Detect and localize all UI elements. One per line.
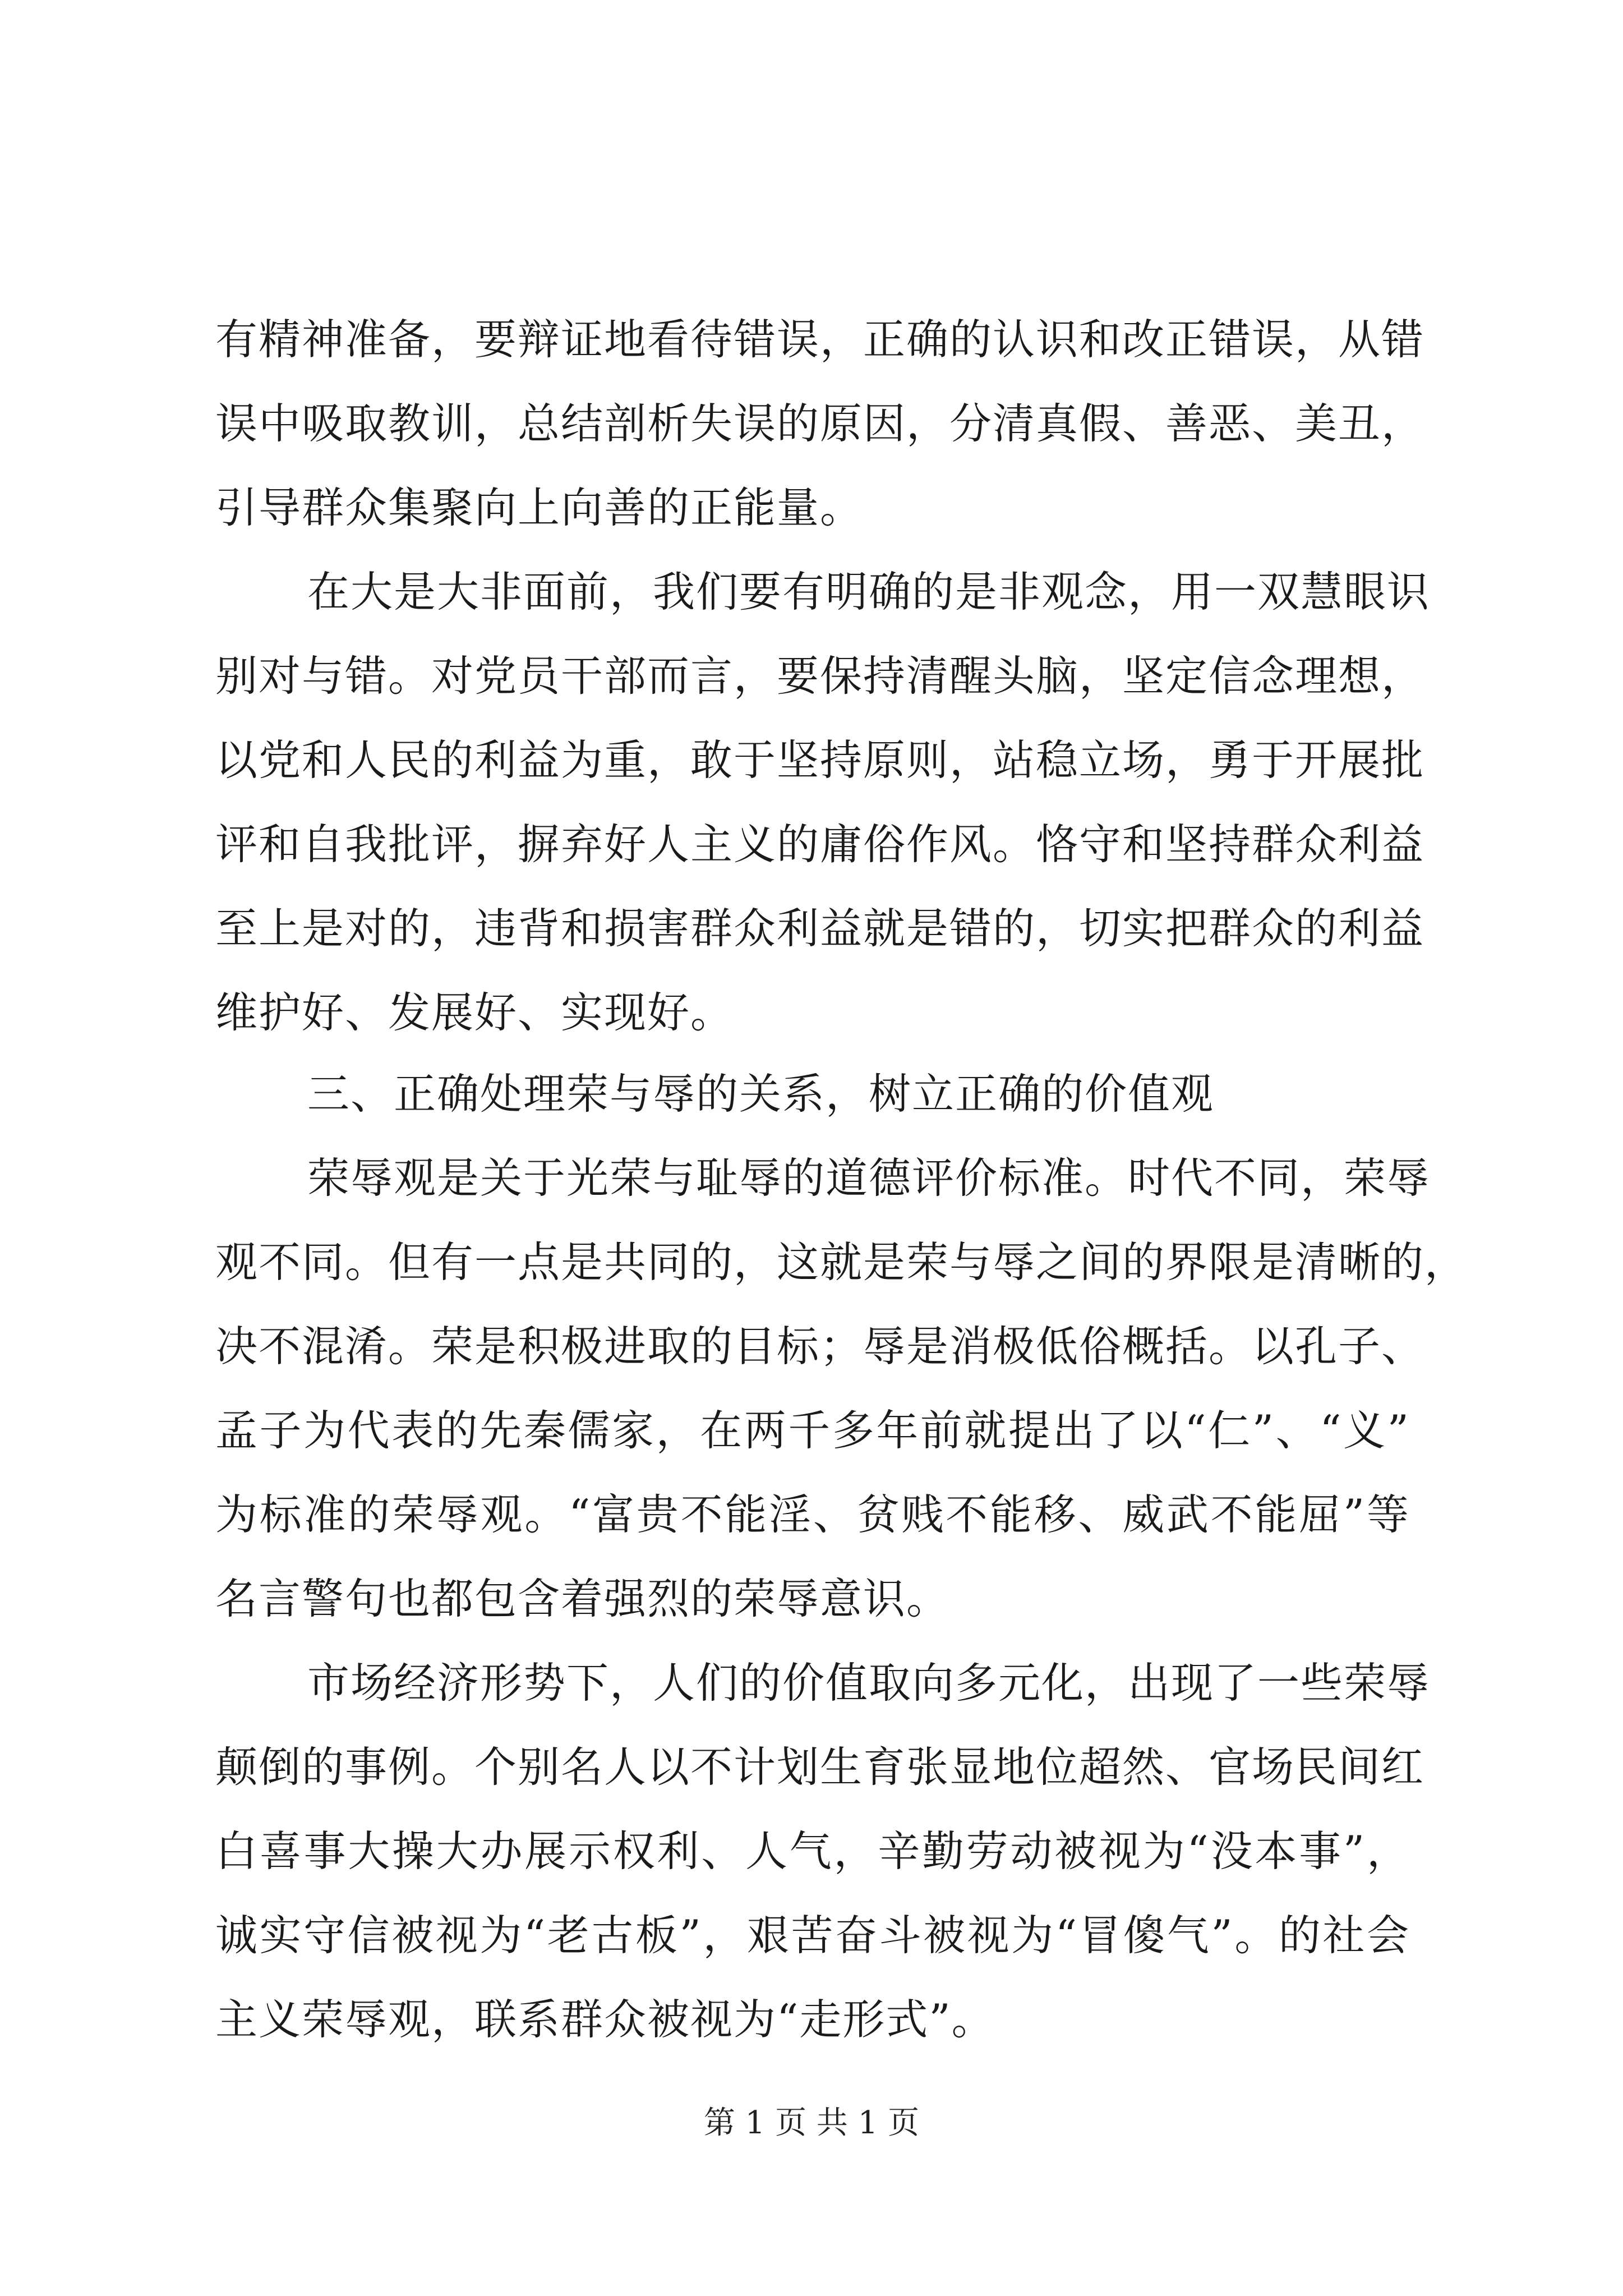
paragraph-2-line-2: 别对与错。对党员干部而言，要保持清醒头脑，坚定信念理想， [215, 651, 1425, 701]
paragraph-1-line-1: 有精神准备，要辩证地看待错误，正确的认识和改正错误，从错 [215, 315, 1425, 364]
paragraph-4-line-4: 诚实守信被视为“老古板”，艰苦奋斗被视为“冒傻气”。的社会 [215, 1911, 1410, 1960]
paragraph-2-line-1: 在大是大非面前，我们要有明确的是非观念，用一双慧眼识 [307, 567, 1431, 616]
page-number-footer: 第 1 页 共 1 页 [703, 2105, 920, 2141]
paragraph-4-line-1: 市场经济形势下，人们的价值取向多元化，出现了一些荣辱 [307, 1658, 1431, 1708]
paragraph-3-line-5: 为标准的荣辱观。“富贵不能淫、贫贱不能移、威武不能屈”等 [215, 1490, 1410, 1539]
paragraph-2-line-5: 至上是对的，违背和损害群众利益就是错的，切实把群众的利益 [215, 904, 1425, 953]
paragraph-3-line-3: 决不混淆。荣是积极进取的目标；辱是消极低俗概括。以孔子、 [215, 1322, 1425, 1371]
paragraph-1-line-2: 误中吸取教训，总结剖析失误的原因，分清真假、善恶、美丑， [215, 399, 1425, 448]
paragraph-3-line-4: 孟子为代表的先秦儒家，在两千多年前就提出了以“仁”、“义” [215, 1406, 1410, 1455]
paragraph-2-line-6: 维护好、发展好、实现好。 [215, 988, 734, 1037]
paragraph-1-line-3: 引导群众集聚向上向善的正能量。 [215, 483, 864, 532]
paragraph-3-line-2: 观不同。但有一点是共同的，这就是荣与辱之间的界限是清晰的， [215, 1237, 1468, 1287]
paragraph-3-line-6: 名言警句也都包含着强烈的荣辱意识。 [215, 1574, 950, 1623]
paragraph-4-line-5: 主义荣辱观，联系群众被视为“走形式”。 [215, 1995, 995, 2044]
section-heading: 三、正确处理荣与辱的关系，树立正确的价值观 [307, 1069, 1215, 1119]
paragraph-4-line-3: 白喜事大操大办展示权利、人气，辛勤劳动被视为“没本事”， [215, 1826, 1410, 1876]
paragraph-2-line-4: 评和自我批评，摒弃好人主义的庸俗作风。恪守和坚持群众利益 [215, 820, 1425, 869]
paragraph-3-line-1: 荣辱观是关于光荣与耻辱的道德评价标准。时代不同，荣辱 [307, 1153, 1431, 1203]
paragraph-4-line-2: 颠倒的事例。个别名人以不计划生育张显地位超然、官场民间红 [215, 1742, 1425, 1792]
paragraph-2-line-3: 以党和人民的利益为重，敢于坚持原则，站稳立场，勇于开展批 [215, 735, 1425, 785]
